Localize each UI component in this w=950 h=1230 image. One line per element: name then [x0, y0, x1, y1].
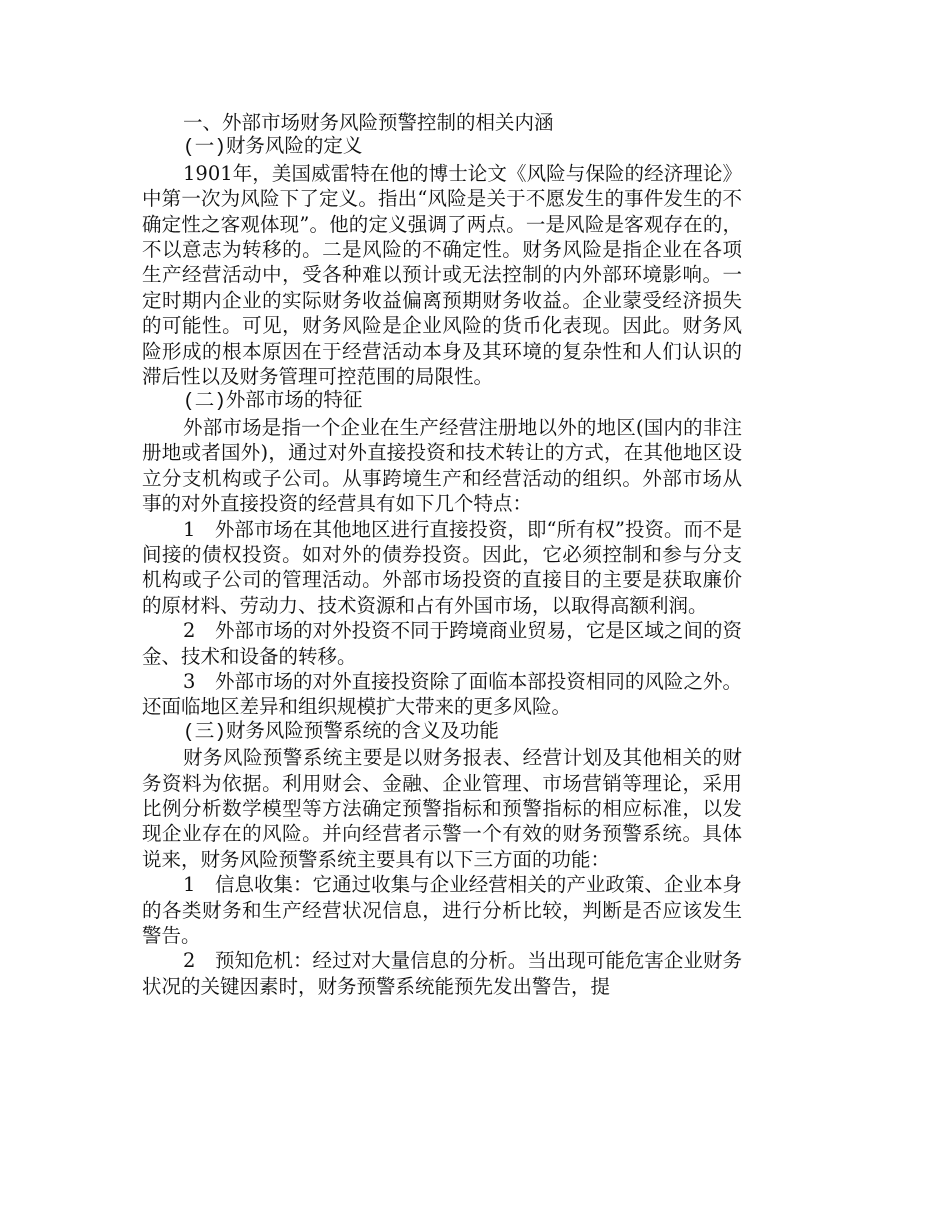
subsection-heading: (二)外部市场的特征: [183, 390, 363, 413]
body-paragraph: 外部市场是指一个企业在生产经营注册地以外的地区(国内的非注册地或者国外)，通过对外直接投资和技术转让的方式，在其他地区设立分支机构或子公司。从事跨境生产和经营活动的组织。外部市场从事的对外直接投资的经营具有如下几个特点：: [142, 415, 742, 516]
document-page: [142, 110, 742, 999]
list-item: 1 信息收集：它通过收集与企业经营相关的产业政策、企业本身的各类财务和生产经营状况信息，进行分析比较，判断是否应该发生警告。: [142, 873, 742, 947]
body-paragraph: 财务风险预警系统主要是以财务报表、经营计划及其他相关的财务资料为依据。利用财会、金融、企业管理、市场营销等理论，采用比例分析数学模型等方法确定预警指标和预警指标的相应标准，以发现企业存在的风险。并向经营者示警一个有效的财务预警系统。具体说来，财务风险预警系统主要具有以下三方面的功能：: [142, 746, 742, 871]
body-paragraph: 1901年，美国威雷特在他的博士论文《风险与保险的经济理论》中第一次为风险下了定义。指出“风险是关于不愿发生的事件发生的不确定性之客观体现”。他的定义强调了两点。一是风险是客观存在的，不以意志为转移的。二是风险的不确定性。财务风险是指企业在各项生产经营活动中，受各种难以预计或无法控制的内外部环境影响。一定时期内企业的实际财务收益偏离预期财务收益。企业蒙受经济损失的可能性。可见，财务风险是企业风险的货币化表现。因此。财务风险形成的根本原因在于经营活动本身及其环境的复杂性和人们认识的滞后性以及财务管理可控范围的局限性。: [142, 161, 742, 389]
subsection-heading: (一)财务风险的定义: [183, 136, 363, 159]
subsection-heading: (三)财务风险预警系统的含义及功能: [183, 720, 499, 743]
list-item: 1 外部市场在其他地区进行直接投资，即“所有权”投资。而不是间接的债权投资。如对外的债券投资。因此，它必须控制和参与分支机构或子公司的管理活动。外部市场投资的直接目的主要是获取廉价的原材料、劳动力、技术资源和占有外国市场，以取得高额利润。: [142, 517, 742, 617]
list-item: 3 外部市场的对外直接投资除了面临本部投资相同的风险之外。还面临地区差异和组织规模扩大带来的更多风险。: [142, 669, 742, 719]
list-item: 2 预知危机：经过对大量信息的分析。当出现可能危害企业财务状况的关键因素时，财务预警系统能预先发出警告，提: [142, 949, 742, 998]
section-heading: 一、外部市场财务风险预警控制的相关内涵: [183, 111, 554, 134]
list-item: 2 外部市场的对外投资不同于跨境商业贸易，它是区域之间的资金、技术和设备的转移。: [142, 619, 742, 668]
